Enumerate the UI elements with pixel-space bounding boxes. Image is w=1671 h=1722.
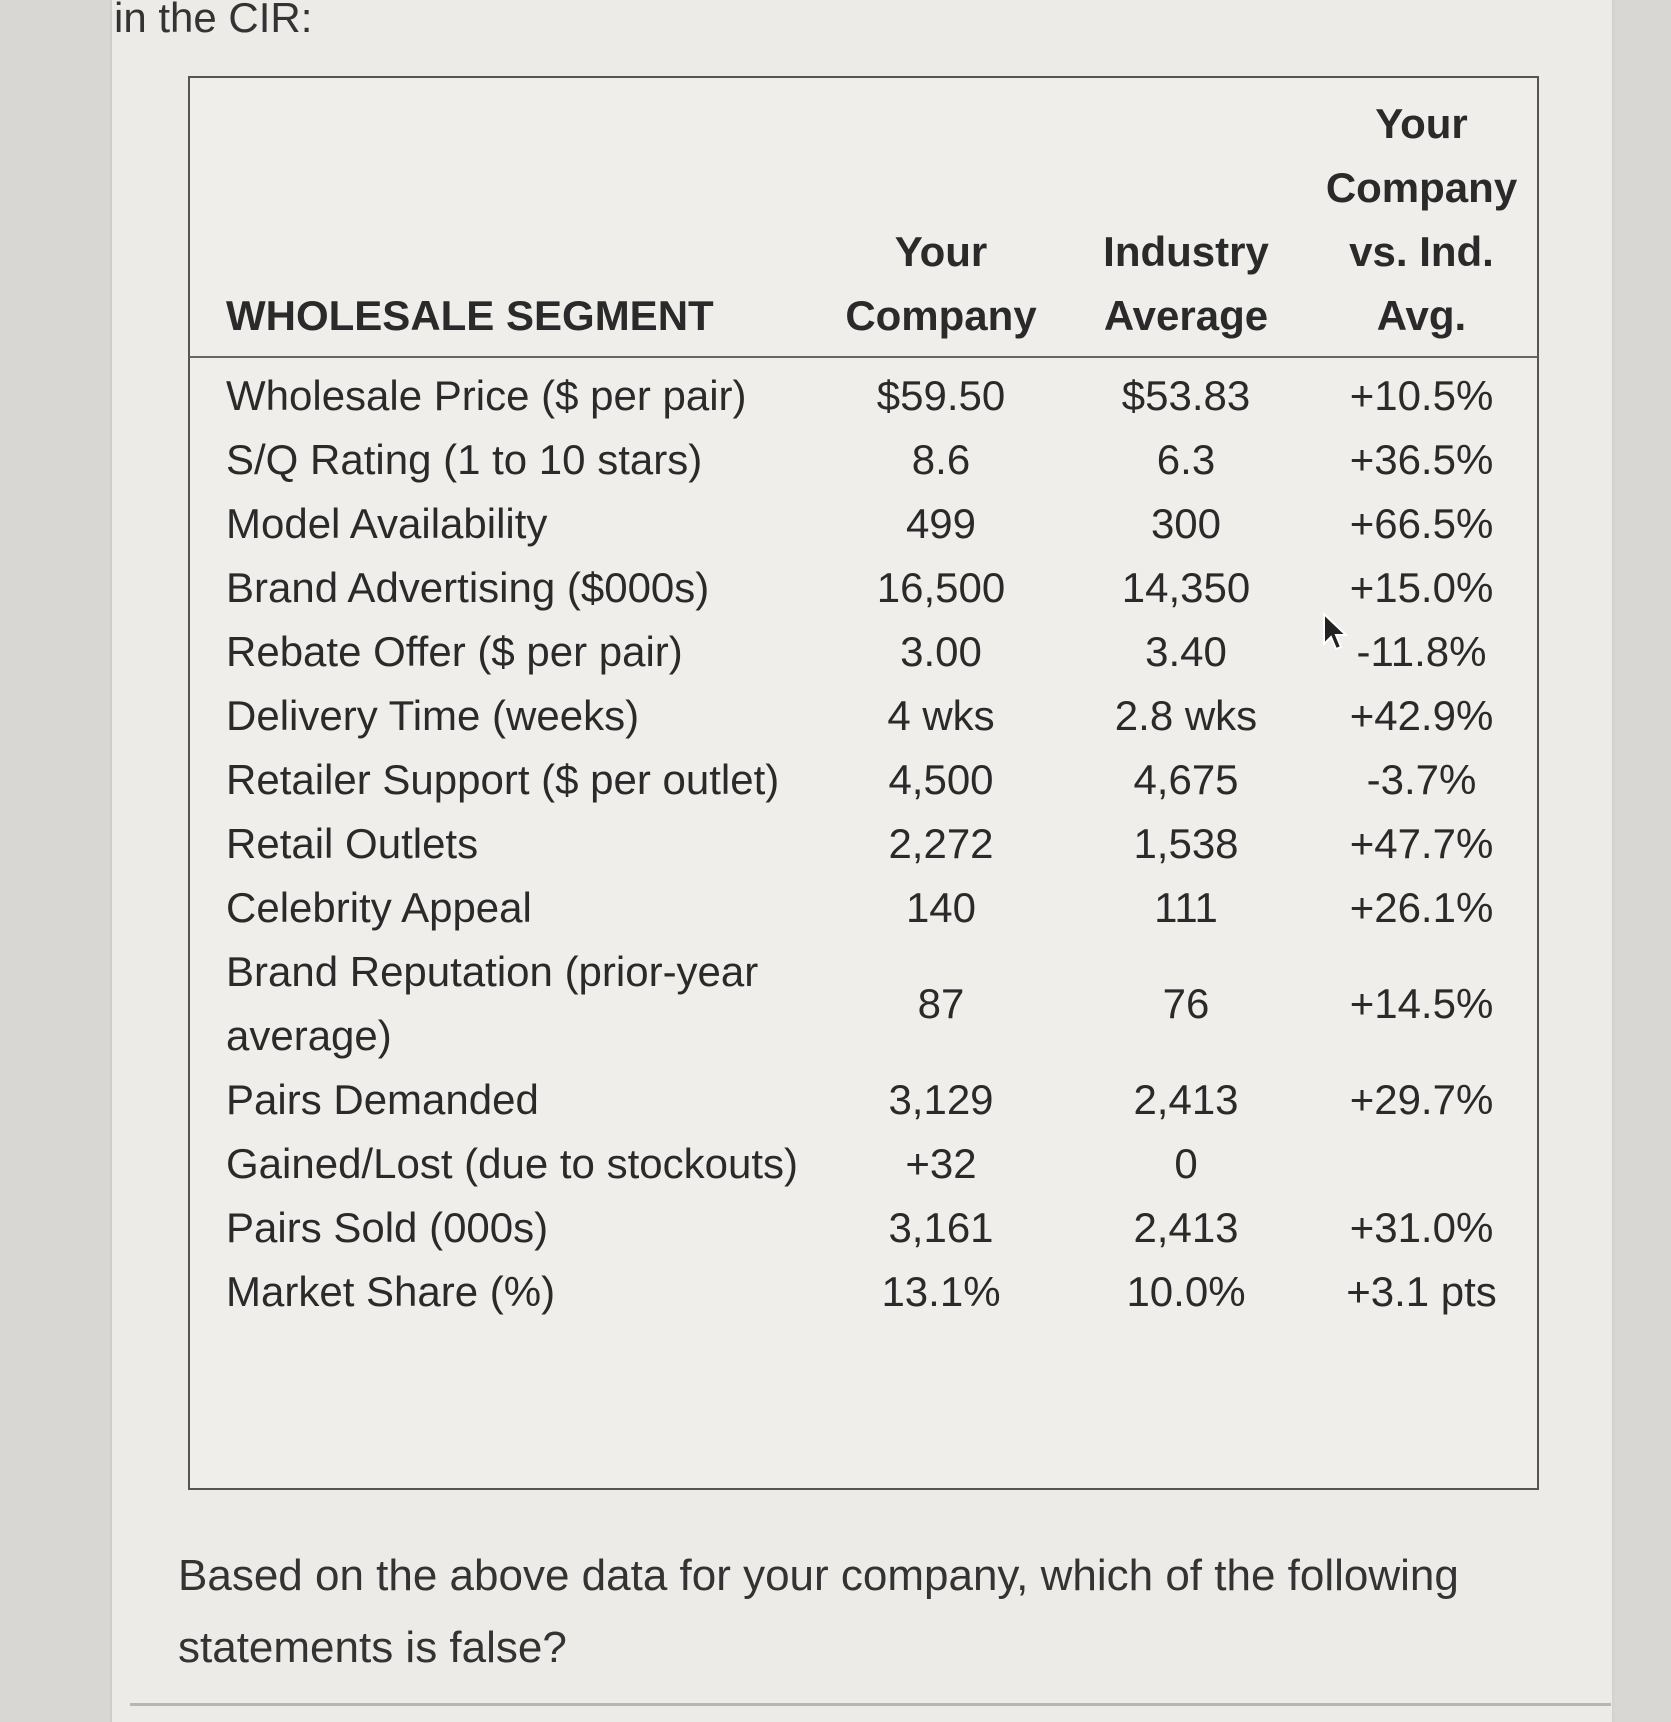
row-your-company-value: 8.6 bbox=[911, 436, 971, 483]
row-vs-avg-value: +31.0% bbox=[1349, 1204, 1494, 1251]
row-label: Pairs Sold (000s) bbox=[226, 1204, 549, 1251]
row-vs-avg-value: +42.9% bbox=[1349, 692, 1494, 739]
row-label: Brand Advertising ($000s) bbox=[226, 564, 710, 611]
row-your-company-value: 3.00 bbox=[900, 628, 982, 675]
row-industry-average-value: 76 bbox=[1162, 980, 1210, 1027]
row-vs-avg-value: +29.7% bbox=[1349, 1076, 1494, 1123]
row-your-company-value: $59.50 bbox=[876, 372, 1006, 419]
row-your-company-value: 4 wks bbox=[887, 692, 995, 739]
row-label: Delivery Time (weeks) bbox=[226, 692, 640, 739]
cir-table-container bbox=[188, 76, 1539, 1490]
table-row bbox=[190, 1068, 1537, 1132]
row-industry-average-value: 6.3 bbox=[1156, 436, 1216, 483]
wholesale-segment-table bbox=[190, 78, 1537, 1324]
row-label: Market Share (%) bbox=[226, 1268, 556, 1315]
row-label: Rebate Offer ($ per pair) bbox=[226, 628, 683, 675]
row-label: Retail Outlets bbox=[226, 820, 479, 867]
table-row bbox=[190, 812, 1537, 876]
table-row bbox=[190, 1260, 1537, 1324]
row-vs-avg-value: +36.5% bbox=[1349, 436, 1494, 483]
row-industry-average-value: 300 bbox=[1150, 500, 1222, 547]
header-your-company: Your Company bbox=[816, 78, 1066, 357]
row-industry-average-value: 2.8 wks bbox=[1114, 692, 1258, 739]
table-row bbox=[190, 940, 1537, 1068]
question-text: Based on the above data for your company, which of the following statements is false? bbox=[178, 1551, 1459, 1672]
row-your-company-value: 499 bbox=[905, 500, 977, 547]
row-your-company-value: 3,129 bbox=[888, 1076, 994, 1123]
row-industry-average-value: 1,538 bbox=[1133, 820, 1239, 867]
table-row bbox=[190, 748, 1537, 812]
table-row bbox=[190, 1196, 1537, 1260]
divider bbox=[130, 1703, 1611, 1706]
row-label: Brand Reputation (prior-year average) bbox=[226, 948, 759, 1059]
row-your-company-value: 13.1% bbox=[881, 1268, 1001, 1315]
row-industry-average-value: 14,350 bbox=[1121, 564, 1251, 611]
row-vs-avg-value: +10.5% bbox=[1349, 372, 1494, 419]
row-your-company-value: 140 bbox=[905, 884, 977, 931]
row-industry-average-value: 111 bbox=[1154, 884, 1218, 931]
row-vs-avg-value: +66.5% bbox=[1349, 500, 1494, 547]
row-vs-avg-value: +26.1% bbox=[1349, 884, 1494, 931]
header-vs-avg: Your Company vs. Ind. Avg. bbox=[1306, 78, 1537, 357]
table-row bbox=[190, 556, 1537, 620]
row-vs-avg-value: +14.5% bbox=[1349, 980, 1494, 1027]
row-industry-average-value: 0 bbox=[1174, 1140, 1198, 1187]
table-header-row bbox=[190, 78, 1537, 357]
row-label: Retailer Support ($ per outlet) bbox=[226, 756, 780, 803]
row-industry-average-value: 2,413 bbox=[1133, 1204, 1239, 1251]
row-vs-avg-value: +3.1 pts bbox=[1346, 1268, 1497, 1315]
row-industry-average-value: 10.0% bbox=[1126, 1268, 1246, 1315]
table-row bbox=[190, 876, 1537, 940]
row-label: Model Availability bbox=[226, 500, 548, 547]
table-row bbox=[190, 684, 1537, 748]
row-label: Celebrity Appeal bbox=[226, 884, 532, 931]
row-label: Pairs Demanded bbox=[226, 1076, 539, 1123]
header-industry-average: Industry Average bbox=[1066, 78, 1306, 357]
mouse-pointer-icon bbox=[1322, 612, 1350, 652]
row-label: S/Q Rating (1 to 10 stars) bbox=[226, 436, 703, 483]
row-vs-avg-value bbox=[1306, 1132, 1537, 1196]
intro-text: in the CIR: bbox=[114, 0, 313, 41]
row-industry-average-value: 2,413 bbox=[1133, 1076, 1239, 1123]
row-label: Wholesale Price ($ per pair) bbox=[226, 372, 747, 419]
row-vs-avg-value: -11.8% bbox=[1356, 628, 1487, 675]
row-your-company-value: 4,500 bbox=[888, 756, 994, 803]
row-industry-average-value: $53.83 bbox=[1121, 372, 1251, 419]
row-your-company-value: 16,500 bbox=[876, 564, 1006, 611]
row-your-company-value: +32 bbox=[905, 1140, 977, 1187]
row-industry-average-value: 3.40 bbox=[1145, 628, 1227, 675]
header-segment: WHOLESALE SEGMENT bbox=[190, 78, 816, 357]
row-vs-avg-value: +15.0% bbox=[1349, 564, 1494, 611]
row-vs-avg-value: +47.7% bbox=[1349, 820, 1494, 867]
row-label: Gained/Lost (due to stockouts) bbox=[226, 1140, 798, 1187]
row-vs-avg-value: -3.7% bbox=[1366, 756, 1477, 803]
row-your-company-value: 87 bbox=[917, 980, 965, 1027]
table-body bbox=[190, 357, 1537, 1324]
row-industry-average-value: 4,675 bbox=[1133, 756, 1239, 803]
table-row bbox=[190, 492, 1537, 556]
row-your-company-value: 3,161 bbox=[888, 1204, 994, 1251]
table-row bbox=[190, 357, 1537, 428]
row-your-company-value: 2,272 bbox=[888, 820, 994, 867]
table-row bbox=[190, 428, 1537, 492]
table-row bbox=[190, 1132, 1537, 1196]
